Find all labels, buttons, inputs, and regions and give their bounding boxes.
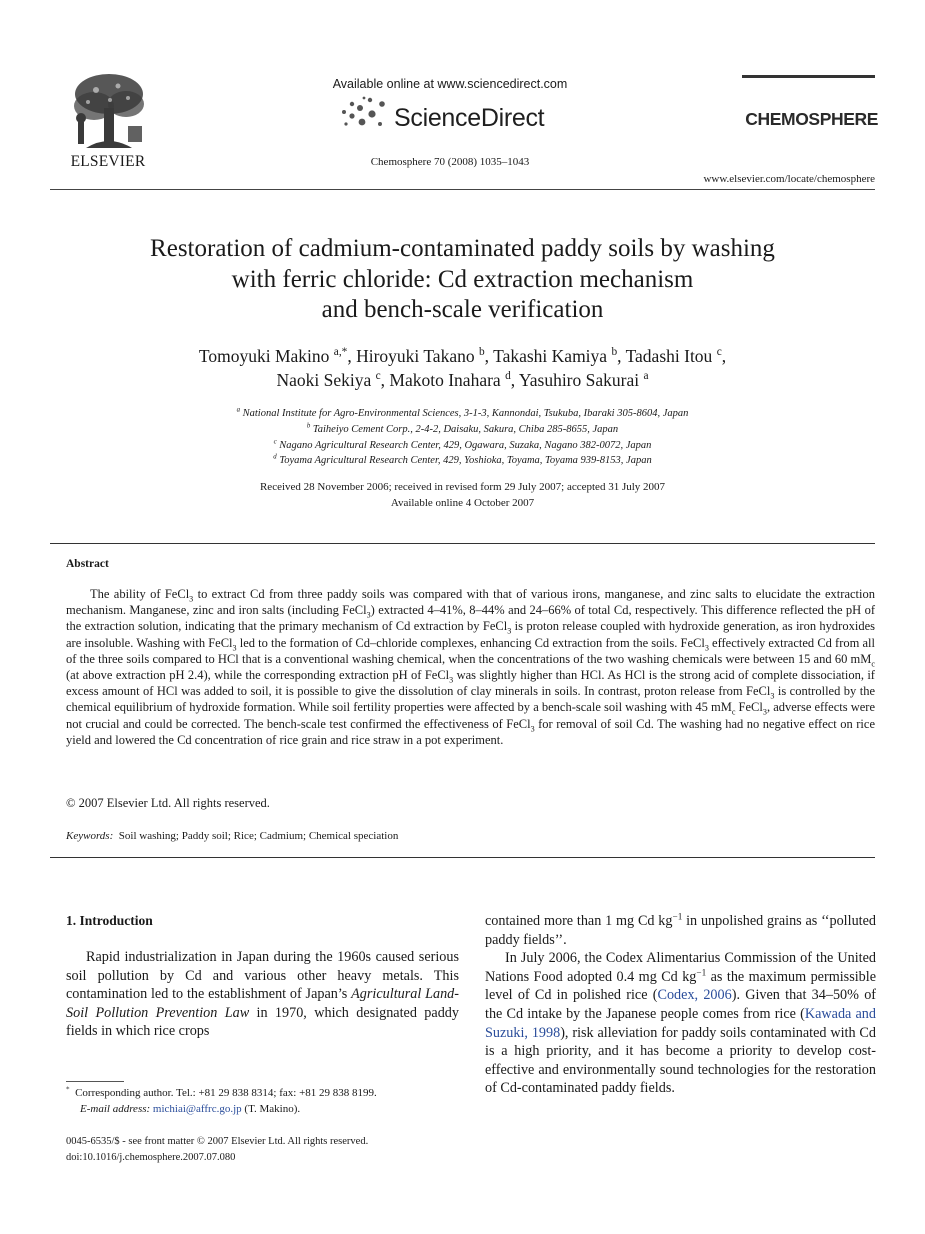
author: Makoto Inahara $^d$ <box>389 370 511 390</box>
available-online-text: Available online at www.sciencedirect.com <box>332 77 568 91</box>
elsevier-tree-logo <box>66 70 152 156</box>
author: Tadashi Itou $^c$ <box>625 346 722 366</box>
affiliation: $^c$ Nagano Agricultural Research Center, 429, Ogawara, Suzaka, Nagano 382-0072, Japan <box>273 438 652 451</box>
keywords-text: Soil washing; Paddy soil; Rice; Cadmium; Chemical speciation <box>118 830 399 842</box>
article-dates <box>80 480 845 511</box>
author-list: Tomoyuki Makino $^{a,*}$, Hiroyuki Takano $^b$, Takashi Kamiya $^b$, Tadashi Itou $^c$, Naoki Sekiya $^c$, Makoto Inahara $^d$, Yasuhiro Sakurai $^a$ <box>198 346 727 390</box>
header-divider <box>50 189 875 190</box>
title-line: and bench-scale verification <box>321 296 604 323</box>
sciencedirect-wordmark: ScienceDirect <box>394 104 545 132</box>
title-line: with ferric chloride: Cd extraction mechanism <box>231 265 694 293</box>
received-dates: Received 28 November 2006; received in revised form 29 July 2007; accepted 31 July 2007 <box>259 481 666 493</box>
left-column <box>66 948 459 1041</box>
abstract-top-rule <box>50 543 875 544</box>
doi-line: doi:10.1016/j.chemosphere.2007.07.080 <box>66 1151 236 1163</box>
citation-link-kawada[interactable]: Kawada and Suzuki, 1998 <box>485 1005 876 1041</box>
intro-paragraph: In July 2006, the Codex Alimentarius Commission of the United Nations Food adopted 0.4 mg Cd $kg^{-1}$ as the maximum permissible level of Cd in polished rice (Codex, 2006). Given that 34–50% of the Cd intake by the Japanese people comes from rice (Kawada and Suzuki, 1998), risk alleviation for paddy soils contaminated with Cd is a high priority, and it has become a priority to develop cost-effective and environmentally sound technologies for the restoration of Cd-contaminated paddy fields. <box>485 950 877 1097</box>
author: Takashi Kamiya $^b$ <box>493 346 618 366</box>
email-link[interactable]: michiai@affrc.go.jp <box>152 1103 242 1115</box>
citation-link-codex[interactable]: Codex, 2006 <box>657 987 732 1004</box>
abstract-body: The ability of FeCl$_3$ to extract Cd from three paddy soils was compared with that of various irons, manganese, and zinc salts to elucidate the extraction mechanism. Manganese, zinc and iron salts (including FeCl$_3$) extracted 4–41%, 8–44% and 24–66% of total Cd, respectively. This difference reflected the pH of the extraction solution, indicating that the primary mechanism of Cd extraction by FeCl$_3$ is proton release coupled with hydroxide generation, as iron hydroxides are insoluble. Washing with FeCl$_3$ led to the formation of Cd–chloride complexes, enhancing Cd extraction from the soils. FeCl$_3$ effectively extracted Cd from all of the three soils compared to HCl that is a conventional washing chemical, when the concentrations of the two washing chemicals were between 15 and 60 $mM_c$ (at above extraction pH 2.4), while the corresponding extraction pH of FeCl$_3$ was slightly higher than HCl. As HCl is the strong acid of complete dissociation, if excess amount of HCl was added to soil, it is possible to give the dissolution of clay minerals in soils. In contrast, proton release from FeCl$_3$ is controlled by the chemical equilibrium of hydroxide formation. While soil fertility properties were affected by a bench-scale soil washing with 45 $mM_c$ FeCl$_3$, adverse effects were not crucial and could be corrected. The bench-scale test confirmed the effectiveness of FeCl$_3$ for removal of soil Cd. The washing had no negative effect on rice yield and lowered the Cd concentration of rice grain and rice straw in a pot experiment. <box>66 587 876 747</box>
available-date: Available online 4 October 2007 <box>390 496 535 509</box>
keywords-label: Keywords: <box>66 830 114 842</box>
author: Hiroyuki Takano $^b$ <box>356 346 485 366</box>
journal-url-link[interactable]: www.elsevier.com/locate/chemosphere <box>703 173 875 185</box>
affiliation: $^b$ Taiheiyo Cement Corp., 2-4-2, Daisaku, Sakura, Chiba 285-8655, Japan <box>306 422 619 435</box>
journal-name: CHEMOSPHERE <box>745 109 878 129</box>
issn-line: 0045-6535/$ - see front matter © 2007 Elsevier Ltd. All rights reserved. <box>66 1136 369 1147</box>
keywords <box>66 830 398 842</box>
author: Naoki Sekiya $^c$ <box>276 370 381 390</box>
intro-paragraph-continued: contained more than 1 mg Cd $kg^{-1}$ in unpolished grains as ‘‘polluted paddy fields’’. <box>485 911 876 948</box>
journal-citation: Chemosphere 70 (2008) 1035–1043 <box>370 156 530 168</box>
affiliation: $^d$ Toyama Agricultural Research Center, 429, Yoshioka, Toyama, Toyama 939-8153, Japan <box>273 453 652 467</box>
author: Yasuhiro Sakurai $^a$ <box>518 370 649 390</box>
abstract-heading: Abstract <box>66 558 109 570</box>
author: Tomoyuki Makino $^{a,*}$ <box>198 346 348 366</box>
intro-paragraph: Rapid industrialization in Japan during the 1960s caused serious soil pollution by Cd and various other heavy metals. This contamination led to the establishment of Japan’s Agricultural Land-Soil Pollution Prevention Law in 1970, which designated paddy fields in which rice crops <box>66 949 459 1040</box>
right-column <box>485 912 876 1098</box>
corresponding-author-footnote: * Corresponding author. Tel.: +81 29 838 8314; fax: +81 29 838 8199. E-mail address: michiai@affrc.go.jp (T. Makino). <box>66 1085 377 1115</box>
sciencedirect-dots-icon <box>338 96 388 132</box>
affiliation-list <box>80 406 845 469</box>
footnote-rule <box>66 1081 124 1082</box>
section-heading-introduction: 1. Introduction <box>66 913 153 928</box>
publisher-name: ELSEVIER <box>70 153 146 170</box>
affiliation: $^a$ National Institute for Agro-Environmental Sciences, 3-1-3, Kannondai, Tsukuba, Ibaraki 305-8604, Japan <box>236 406 689 419</box>
abstract-copyright: © 2007 Elsevier Ltd. All rights reserved. <box>66 796 270 810</box>
title-line: Restoration of cadmium-contaminated paddy soils by washing <box>150 235 775 262</box>
article-title <box>80 234 845 326</box>
abstract-bottom-rule <box>50 857 875 858</box>
front-matter <box>66 1134 466 1165</box>
journal-rule <box>742 75 875 78</box>
